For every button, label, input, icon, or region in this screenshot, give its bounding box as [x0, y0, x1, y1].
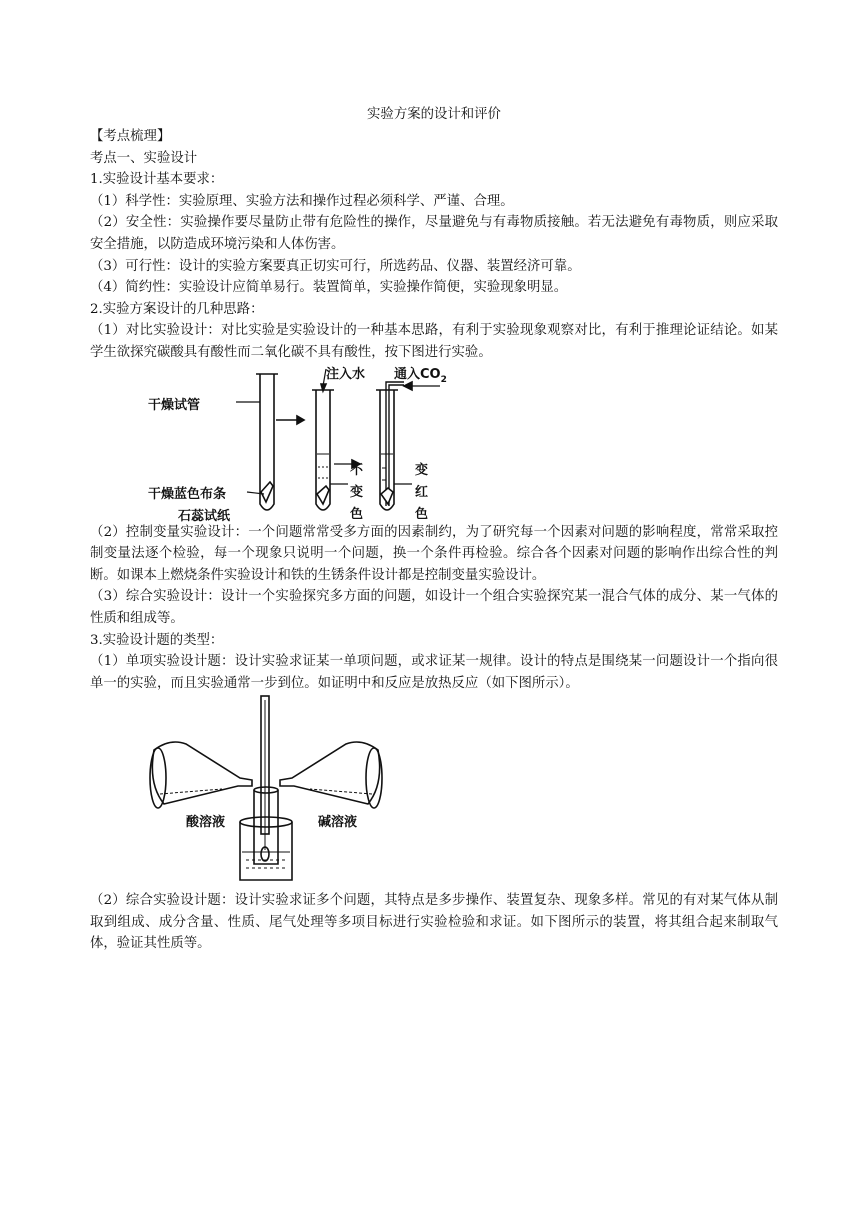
label-add-water: 注入水 — [326, 366, 366, 382]
label-no-change-2: 变 — [350, 484, 364, 500]
neutralization-diagram — [90, 694, 778, 890]
label-no-change-3: 色 — [350, 506, 364, 522]
type-comprehensive: （2）综合实验设计题：设计实验求证多个问题，其特点是多步操作、装置复杂、现象多样。常见的有对某气体从制取到组成、成分含量、性质、尾气处理等多项目标进行实验检验和求证。如下图所示的装置，将其组合起来制取气体，验证其性质等。 — [90, 893, 778, 952]
idea-comprehensive: （3）综合实验设计：设计一个实验探究多方面的问题，如设计一个组合实验探究某一混合气体的成分、某一气体的性质和组成等。 — [90, 589, 778, 626]
test-tube-figure — [90, 364, 778, 522]
label-turn-red-1: 变 — [415, 462, 429, 478]
label-acid: 酸溶液 — [186, 815, 226, 831]
section-heading: 【考点梳理】 — [90, 129, 171, 144]
requirement-item: （4）简约性：实验设计应简单易行。装置简单，实验操作简便，实验现象明显。 — [90, 280, 568, 296]
type-single: （1）单项实验设计题：设计实验求证某一单项问题，或求证某一规律。设计的特点是围绕某一问题设计一个指向很单一的实验，而且实验通常一步到位。如证明中和反应是放热反应（如下图所示）。 — [90, 654, 778, 691]
label-base: 碱溶液 — [318, 815, 358, 831]
label-turn-red-3: 色 — [415, 506, 429, 522]
requirements-heading: 1.实验设计基本要求： — [90, 172, 224, 188]
label-no-change-1: 不 — [350, 462, 364, 478]
label-pass-co2: 通入$CO_2$ — [394, 366, 447, 385]
requirement-item: （1）科学性：实验原理、实验方法和操作过程必须科学、严谨、合理。 — [90, 193, 514, 209]
test-tube-diagram — [90, 364, 778, 522]
page-title: 实验方案的设计和评价 — [367, 107, 501, 122]
point1-heading: 考点一、实验设计 — [90, 150, 198, 166]
idea-contrast: （1）对比实验设计：对比实验是实验设计的一种基本思路，有利于实验现象观察对比，有利于推理论证结论。如某学生欲探究碳酸具有酸性而二氧化碳不具有酸性，按下图进行实验。 — [90, 323, 778, 360]
label-blue-strip: 干燥蓝色布条 — [148, 486, 227, 502]
ideas-heading: 2.实验方案设计的几种思路： — [90, 301, 264, 317]
requirement-item: （3）可行性：设计的实验方案要真正切实可行，所选药品、仪器、装置经济可靠。 — [90, 258, 581, 274]
idea-control-variable: （2）控制变量实验设计：一个问题常常受多方面的因素制约，为了研究每一个因素对问题的影响程度，常常采取控制变量法逐个检验，每一个现象只说明一个问题，换一个条件再检验。综合各个因素对问题的影响作出综合性的判断。如课本上燃烧条件实验设计和铁的生锈条件设计都是控制变量实验设计。 — [90, 524, 778, 583]
label-litmus: 石蕊试纸 — [178, 508, 231, 522]
label-dry-tube: 干燥试管 — [148, 397, 201, 413]
neutralization-figure — [90, 694, 778, 890]
requirement-item: （2）安全性：实验操作要尽量防止带有危险性的操作，尽量避免与有毒物质接触。若无法避免有毒物质，则应采取安全措施，以防造成环境污染和人体伤害。 — [90, 215, 778, 252]
label-turn-red-2: 红 — [415, 484, 429, 500]
document-page — [90, 104, 778, 955]
types-heading: 3.实验设计题的类型： — [90, 632, 224, 648]
